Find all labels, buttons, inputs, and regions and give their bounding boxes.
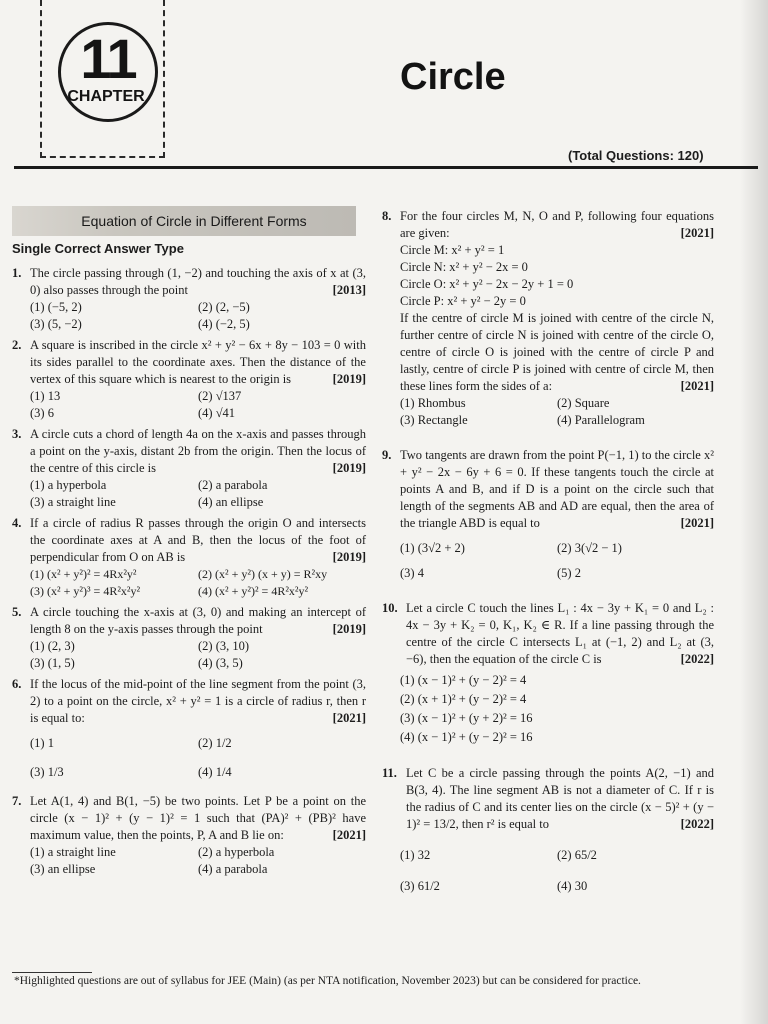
question-year: [2021] [680, 226, 714, 240]
equation-line: Circle P: x² + y² − 2y = 0 [400, 294, 526, 308]
options-grid [12, 299, 366, 333]
option: (2) 3(√2 − 1) [557, 541, 622, 555]
option: (2) 65/2 [557, 848, 597, 862]
question-year: [2021] [332, 711, 366, 725]
question-text: Let a circle C touch the lines L₁ : 4x − 3y + K₁ = 0 and L₂ : 4x − 3y + K₂ = 0, K₁, K₂ ∈ R. If a line passing through the centre of the circle C intersects L₁ at (−1, 2) and L₂ at (3, −6), then the equation of the circle C is [406, 601, 714, 666]
option: (2) (2, −5) [198, 300, 250, 314]
question-year: [2013] [332, 283, 366, 297]
option: (1) 1 [30, 736, 54, 750]
question-text: Two tangents are drawn from the point P(−1, 1) to the circle x² + y² − 2x − 6y + 6 = 0. If these tangents touch the circle at points A and B, and if D is a point on the circle such that length of the segments AB and AD are equal, then the area of the triangle ABD is equal to [400, 448, 714, 530]
option: (4) √41 [198, 406, 236, 420]
question-number: 1. [12, 266, 22, 280]
question-8 [382, 208, 714, 429]
options-grid [12, 638, 366, 672]
option: (2) (3, 10) [198, 639, 250, 653]
option: (1) a hyperbola [30, 478, 107, 492]
option: (3) (5, −2) [30, 317, 82, 331]
option: (1) (−5, 2) [30, 300, 82, 314]
option: (5) 2 [557, 566, 581, 580]
question-number: 6. [12, 677, 22, 691]
question-year: [2019] [332, 372, 366, 386]
question-year: [2022] [680, 652, 714, 666]
chapter-label: CHAPTER [67, 88, 145, 105]
options-grid [382, 847, 714, 895]
option: (2) 1/2 [198, 736, 232, 750]
right-column [382, 208, 714, 899]
question-text: The circle passing through (1, −2) and touching the axis of x at (3, 0) also passes through the point [30, 266, 366, 297]
question-year: [2021] [680, 379, 714, 393]
option: (3) (x − 1)² + (y + 2)² = 16 [400, 711, 533, 725]
page-edge-shadow [740, 0, 768, 1024]
question-1 [12, 265, 366, 333]
question-number: 4. [12, 516, 22, 530]
question-year: [2019] [332, 461, 366, 475]
option: (3) Rectangle [400, 413, 468, 427]
question-text: If a circle of radius R passes through the origin O and intersects the coordinate axes at A and B, then the locus of the foot of perpendicular from O on AB is [30, 516, 366, 564]
question-3 [12, 426, 366, 511]
question-4 [12, 515, 366, 600]
question-text: For the four circles M, N, O and P, following four equations are given: [400, 209, 714, 240]
question-number: 3. [12, 427, 22, 441]
question-text: If the locus of the mid-point of the line segment from the point (3, 2) to a point on the circle, x² + y² = 1 is a circle of radius r, then r is equal to: [30, 677, 366, 725]
option: (1) a straight line [30, 845, 116, 859]
option: (4) (x² + y²)² = 4R²x²y² [198, 584, 309, 598]
option: (1) 32 [400, 848, 431, 862]
header-divider [14, 166, 758, 169]
left-column [12, 206, 366, 882]
option: (1) (2, 3) [30, 639, 75, 653]
equation-line: Circle O: x² + y² − 2x − 2y + 1 = 0 [400, 277, 574, 291]
option: (3) an ellipse [30, 862, 96, 876]
question-7 [12, 793, 366, 878]
section-banner: Equation of Circle in Different Forms [12, 206, 356, 236]
question-text: Let A(1, 4) and B(1, −5) be two points. Let P be a point on the circle (x − 1)² + (y − 1)² = 1 such that (PA)² + (PB)² have maximum value, then the points, P, A and B lie on: [30, 794, 366, 842]
options-grid [12, 477, 366, 511]
option: (3) (x² + y²)³ = 4R²x²y² [30, 584, 141, 598]
option: (1) (x² + y²)² = 4Rx²y² [30, 567, 137, 581]
question-number: 5. [12, 605, 22, 619]
question-text-continued: If the centre of circle M is joined with centre of the circle N, further centre of circle N is joined with centre of the circle O, centre of circle O is joined with the centre of circle P and lastly, centre of circle P is joined with centre of circle M, then these lines form the sides of a: [400, 311, 714, 393]
option: (3) 61/2 [400, 879, 440, 893]
total-questions: (Total Questions: 120) [568, 148, 704, 163]
option: (4) (3, 5) [198, 656, 243, 670]
equation-line: Circle N: x² + y² − 2x = 0 [400, 260, 528, 274]
page-title: Circle [400, 56, 506, 98]
option: (1) (3√2 + 2) [400, 541, 465, 555]
option: (4) Parallelogram [557, 413, 645, 427]
option: (3) 4 [400, 566, 424, 580]
option: (3) 1/3 [30, 765, 64, 779]
option: (4) (x − 1)² + (y − 2)² = 16 [400, 730, 533, 744]
footnote: *Highlighted questions are out of syllabus for JEE (Main) (as per NTA notification, November 2023) but can be considered for practice. [14, 975, 641, 987]
option: (2) (x + 1)² + (y − 2)² = 4 [400, 692, 527, 706]
options-grid [12, 844, 366, 878]
option: (2) a hyperbola [198, 845, 275, 859]
options-grid [12, 566, 366, 600]
section-subheading: Single Correct Answer Type [12, 241, 184, 256]
options-list [382, 671, 714, 747]
question-number: 2. [12, 338, 22, 352]
equation-line: Circle M: x² + y² = 1 [400, 243, 505, 257]
options-grid [382, 540, 714, 582]
question-text: A circle cuts a chord of length 4a on the x-axis and passes through a point on the y-axis, distant 2b from the origin. Then the locus of the centre of this circle is [30, 427, 366, 475]
option: (4) 30 [557, 879, 588, 893]
option: (4) a parabola [198, 862, 268, 876]
option: (2) a parabola [198, 478, 268, 492]
option: (1) 13 [30, 389, 61, 403]
option: (2) (x² + y²) (x + y) = R²xy [198, 567, 328, 581]
option: (3) 6 [30, 406, 54, 420]
question-text: A square is inscribed in the circle x² + y² − 6x + 8y − 103 = 0 with its sides parallel to the coordinate axes. Then the distance of the vertex of this square which is nearest to the origin is [30, 338, 366, 386]
question-year: [2021] [680, 516, 714, 530]
options-grid [12, 388, 366, 422]
option: (1) (x − 1)² + (y − 2)² = 4 [400, 673, 527, 687]
question-year: [2019] [332, 622, 366, 636]
option: (4) (−2, 5) [198, 317, 250, 331]
question-number: 7. [12, 794, 22, 808]
option: (3) a straight line [30, 495, 116, 509]
question-9 [382, 447, 714, 582]
question-6 [12, 676, 366, 789]
options-grid [382, 395, 714, 429]
footnote-divider [12, 972, 92, 973]
option: (3) (1, 5) [30, 656, 75, 670]
question-text: Let C be a circle passing through the points A(2, −1) and B(3, 4). The line segment AB is not a diameter of C. If r is the radius of C and its center lies on the circle (x − 5)² + (y − 1)² = 13/2, then r² is equal to [406, 766, 714, 831]
question-5 [12, 604, 366, 672]
question-year: [2021] [332, 828, 366, 842]
option: (2) √137 [198, 389, 242, 403]
question-year: [2022] [680, 817, 714, 831]
question-number: 10. [382, 601, 398, 615]
chapter-number: 11 [80, 27, 136, 90]
question-11 [382, 765, 714, 895]
question-year: [2019] [332, 550, 366, 564]
option: (2) Square [557, 396, 610, 410]
option: (4) 1/4 [198, 765, 232, 779]
question-2 [12, 337, 366, 422]
question-number: 8. [382, 209, 392, 223]
question-number: 9. [382, 448, 392, 462]
option: (1) Rhombus [400, 396, 466, 410]
question-10 [382, 600, 714, 747]
question-number: 11. [382, 766, 397, 780]
option: (4) an ellipse [198, 495, 264, 509]
question-text: A circle touching the x-axis at (3, 0) and making an intercept of length 8 on the y-axis passes through the point [30, 605, 366, 636]
options-grid [12, 735, 366, 781]
